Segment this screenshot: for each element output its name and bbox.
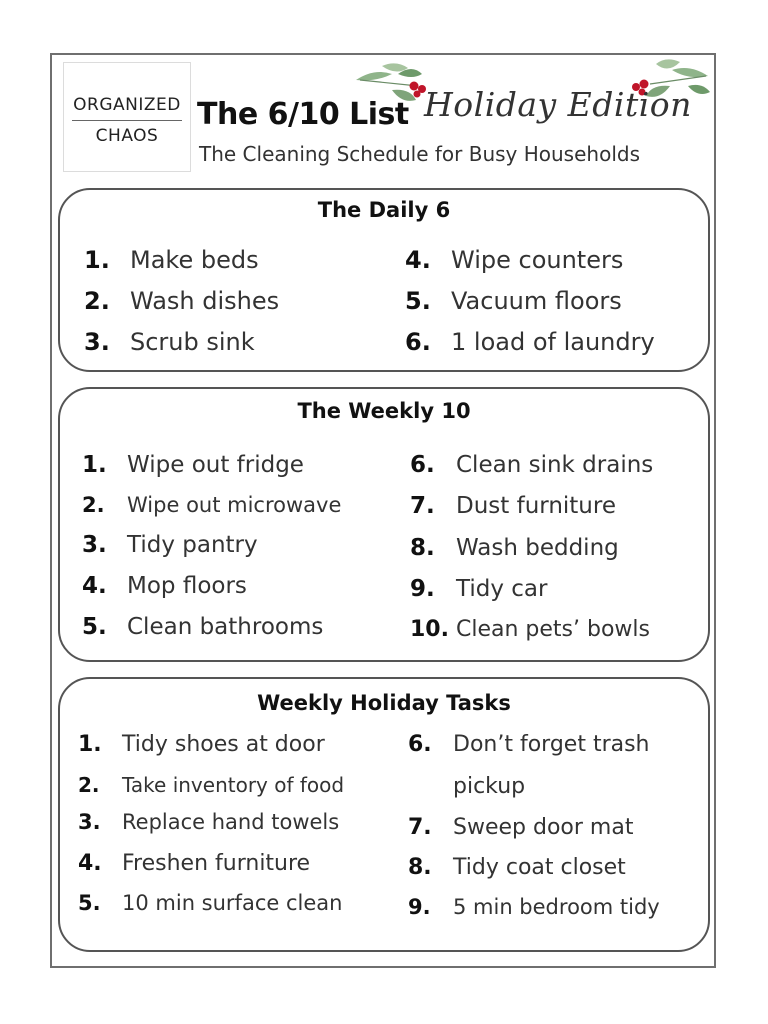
item-number: 9. [408, 895, 431, 919]
item-number: 10. [410, 617, 449, 642]
section-title: The Daily 6 [317, 198, 451, 222]
item-text: Wash bedding [456, 535, 619, 561]
item-number: 5. [82, 614, 107, 640]
item-text: Tidy car [456, 576, 548, 602]
item-text: Scrub sink [130, 328, 255, 356]
item-number: 2. [82, 493, 105, 517]
item-text: Wipe out fridge [127, 452, 304, 478]
item-number: 4. [78, 851, 102, 876]
item-text: Take inventory of food [122, 773, 345, 797]
item-number: 8. [408, 855, 432, 880]
item-text: Clean pets’ bowls [456, 617, 650, 642]
item-number: 5. [405, 287, 431, 315]
item-text: Clean sink drains [456, 452, 654, 478]
edition-label: Holiday Edition [424, 85, 692, 124]
page-subtitle: The Cleaning Schedule for Busy Households [199, 142, 640, 166]
item-text: pickup [453, 774, 526, 799]
item-number: 1. [82, 452, 107, 478]
item-text: 1 load of laundry [451, 328, 655, 356]
item-number: 7. [410, 493, 435, 519]
item-number: 3. [82, 532, 107, 558]
item-text: Make beds [130, 246, 259, 274]
logo [63, 62, 191, 172]
item-text: Replace hand towels [122, 810, 340, 834]
item-number: 4. [82, 573, 107, 599]
item-number: 1. [78, 732, 102, 757]
item-number: 9. [410, 576, 435, 602]
item-text: 5 min bedroom tidy [453, 895, 660, 919]
section-title: Weekly Holiday Tasks [257, 691, 511, 715]
item-text: Vacuum floors [451, 287, 622, 315]
item-number: 2. [84, 287, 110, 315]
item-number: 3. [84, 328, 110, 356]
logo-line2: CHAOS [95, 126, 159, 146]
item-number: 6. [405, 328, 431, 356]
item-text: Tidy pantry [127, 532, 258, 558]
logo-divider [72, 120, 182, 121]
item-number: 2. [78, 773, 100, 797]
item-text: Wash dishes [130, 287, 280, 315]
item-text: 10 min surface clean [122, 891, 343, 915]
item-text: Don’t forget trash [453, 732, 650, 757]
section-title: The Weekly 10 [297, 399, 471, 423]
item-text: Dust furniture [456, 493, 616, 519]
item-text: Freshen furniture [122, 851, 311, 876]
item-text: Sweep door mat [453, 815, 634, 840]
item-text: Clean bathrooms [127, 614, 324, 640]
item-number: 5. [78, 891, 101, 915]
item-text: Wipe out microwave [127, 493, 342, 517]
item-number: 8. [410, 535, 435, 561]
item-number: 6. [408, 732, 432, 757]
item-number: 6. [410, 452, 435, 478]
item-number: 4. [405, 246, 431, 274]
item-number: 7. [408, 815, 432, 840]
item-text: Tidy coat closet [453, 855, 626, 880]
item-number: 1. [84, 246, 110, 274]
item-number: 3. [78, 810, 101, 834]
item-text: Mop floors [127, 573, 247, 599]
item-text: Tidy shoes at door [122, 732, 325, 757]
logo-line1: ORGANIZED [73, 95, 181, 115]
item-text: Wipe counters [451, 246, 624, 274]
page-title: The 6/10 List [197, 97, 409, 132]
